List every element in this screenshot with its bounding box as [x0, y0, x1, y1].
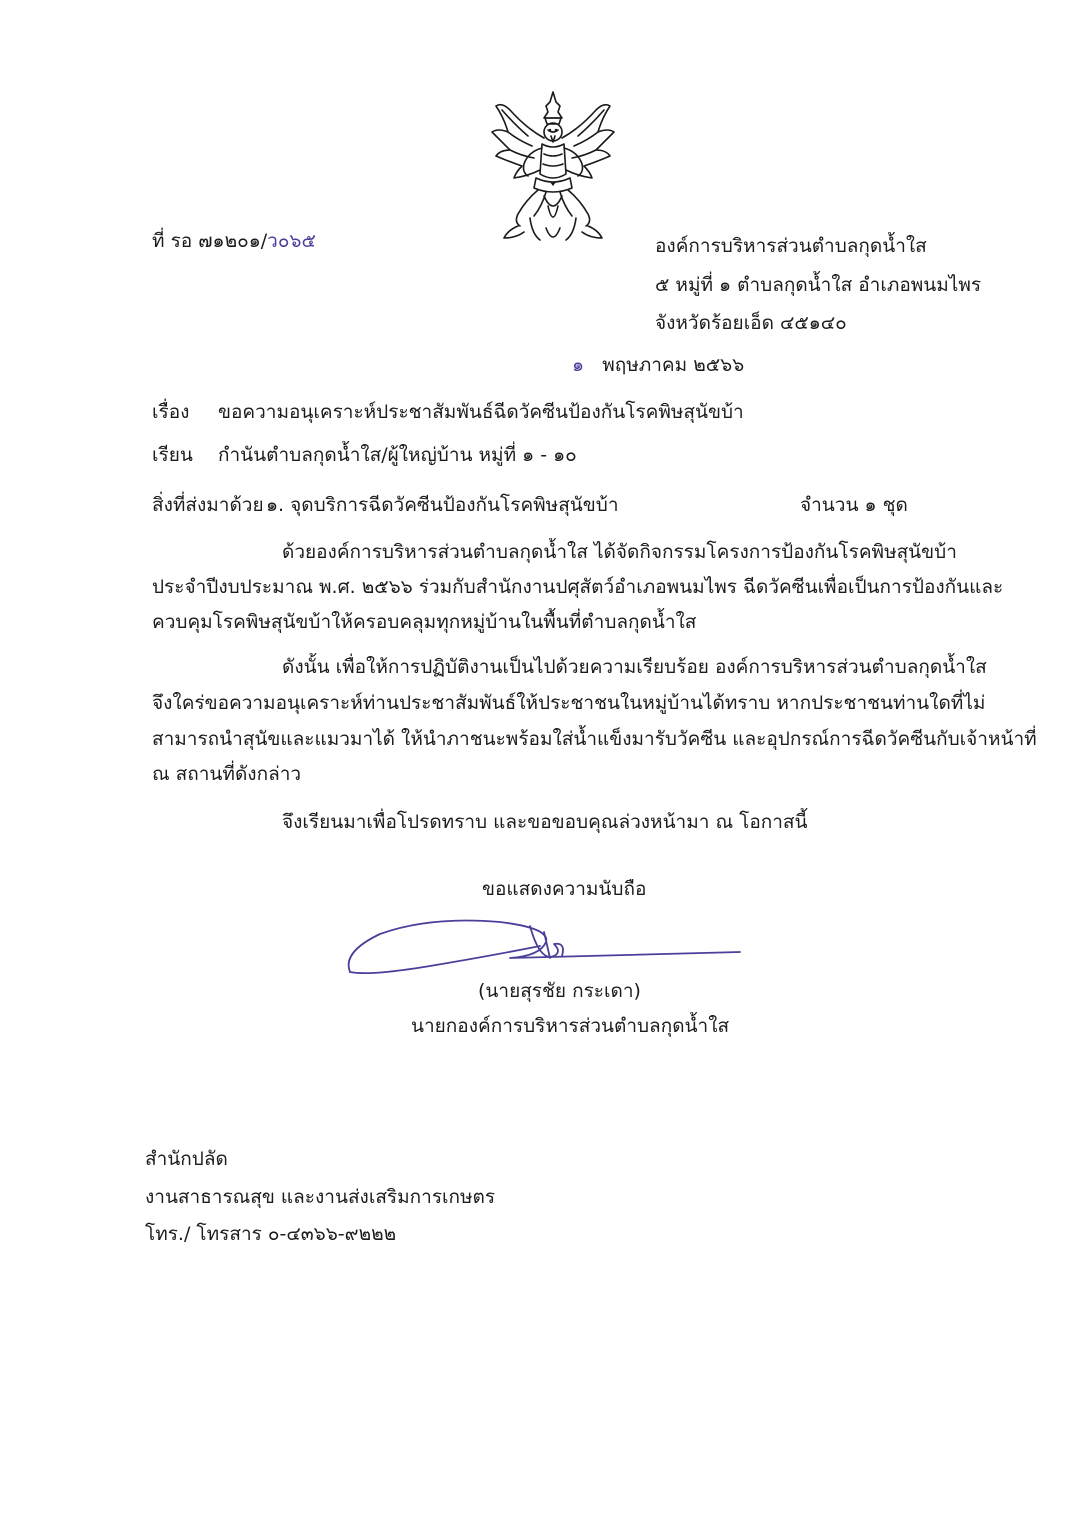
- signer-name: (นายสุรชัย กระเดา): [478, 980, 641, 1002]
- org-name: องค์การบริหารส่วนตำบลกุดน้ำใส: [655, 235, 927, 257]
- paragraph-2-line-3: สามารถนำสุนัขและแมวมาได้ ให้นำภาชนะพร้อมใส่น้ำแข็งมารับวัคซีน และอุปกรณ์การฉีดวัคซีนกับเจ้าหน้าที่: [152, 728, 1037, 750]
- letter-date: [572, 356, 744, 375]
- subject-label: เรื่อง: [152, 401, 190, 423]
- paragraph-1-line-3: ควบคุมโรคพิษสุนัขบ้าให้ครอบคลุมทุกหมู่บ้านในพื้นที่ตำบลกุดน้ำใส: [152, 611, 697, 633]
- paragraph-1-line-2: ประจำปีงบประมาณ พ.ศ. ๒๕๖๖ ร่วมกับสำนักงานปศุสัตว์อำเภอพนมไพร ฉีดวัคซีนเพื่อเป็นการป้องกันและ: [152, 576, 1004, 598]
- recipient-label: เรียน: [152, 444, 193, 466]
- date-month-year: พฤษภาคม ๒๕๖๖: [602, 354, 745, 376]
- paragraph-1-line-1: ด้วยองค์การบริหารส่วนตำบลกุดน้ำใส ได้จัดกิจกรรมโครงการป้องกันโรคพิษสุนัขบ้า: [282, 541, 957, 563]
- enclosure-item: ๑. จุดบริการฉีดวัคซีนป้องกันโรคพิษสุนัขบ้า: [266, 494, 619, 516]
- paragraph-2-line-4: ณ สถานที่ดังกล่าว: [152, 763, 302, 785]
- footer-office: สำนักปลัด: [145, 1148, 228, 1170]
- org-address-line-2: จังหวัดร้อยเอ็ด ๔๕๑๔๐: [655, 312, 847, 334]
- salutation: ขอแสดงความนับถือ: [482, 878, 647, 900]
- signer-position: นายกองค์การบริหารส่วนตำบลกุดน้ำใส: [411, 1015, 730, 1037]
- footer-phone: โทร./ โทรสาร ๐-๔๓๖๖-๙๒๒๒: [145, 1223, 397, 1245]
- reference-handwritten-number: ว๐๖๕: [267, 230, 316, 252]
- closing-line: จึงเรียนมาเพื่อโปรดทราบ และขอขอบคุณล่วงหน้ามา ณ โอกาสนี้: [282, 811, 808, 833]
- recipient-text: กำนันตำบลกุดน้ำใส/ผู้ใหญ่บ้าน หมู่ที่ ๑ - ๑๐: [218, 444, 577, 466]
- footer-division: งานสาธารณสุข และงานส่งเสริมการเกษตร: [145, 1186, 496, 1208]
- paragraph-2-line-2: จึงใคร่ขอความอนุเคราะห์ท่านประชาสัมพันธ์ให้ประชาชนในหมู่บ้านได้ทราบ หากประชาชนท่านใดที่ไม่: [152, 692, 986, 714]
- enclosure-label: สิ่งที่ส่งมาด้วย: [152, 494, 264, 516]
- paragraph-2-line-1: ดังนั้น เพื่อให้การปฏิบัติงานเป็นไปด้วยความเรียบร้อย องค์การบริหารส่วนตำบลกุดน้ำใส: [282, 656, 987, 678]
- org-address-line-1: ๕ หมู่ที่ ๑ ตำบลกุดน้ำใส อำเภอพนมไพร: [655, 274, 982, 296]
- garuda-emblem-icon: [488, 88, 618, 250]
- reference-prefix: ที่ รอ ๗๑๒๐๑/: [152, 230, 268, 252]
- date-day: ๑: [572, 354, 585, 376]
- reference-number: [152, 232, 316, 251]
- enclosure-quantity: จำนวน ๑ ชุด: [800, 494, 908, 516]
- subject-text: ขอความอนุเคราะห์ประชาสัมพันธ์ฉีดวัคซีนป้องกันโรคพิษสุนัขบ้า: [218, 401, 744, 423]
